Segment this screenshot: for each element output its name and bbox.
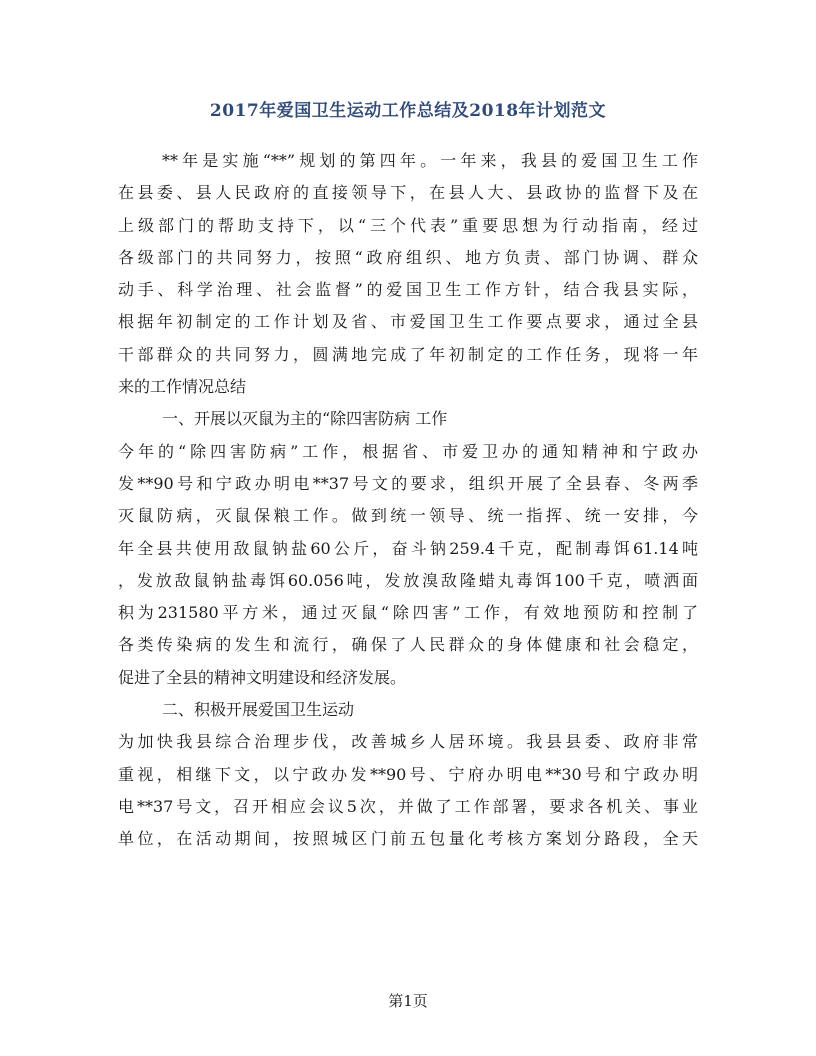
body-line: 发**90号和宁政办明电**37号文的要求，组织开展了全县春、冬两季 [118,473,698,493]
body-line: 促进了全县的精神文明建设和经济发展。 [118,667,407,687]
document-title: 2017年爱国卫生运动工作总结及2018年计划范文 [209,101,607,121]
body-line: 积为231580平方米，通过灭鼠“除四害”工作，有效地预防和控制了 [118,603,698,623]
page-number: 第1页 [388,992,428,1010]
body-line: 根据年初制定的工作计划及省、市爱国卫生工作要点要求，通过全县 [118,312,698,332]
body-line: 各类传染病的发生和流行，确保了人民群众的身体健康和社会稳定， [118,635,698,655]
body-line: 来的工作情况总结 [118,377,247,397]
body-line: 年全县共使用敌鼠钠盐60公斤，奋斗钠259.4千克，配制毒饵61.14吨 [118,538,698,558]
body-line: 单位，在活动期间，按照城区门前五包量化考核方案划分路段，全天 [118,829,698,849]
document-body [118,145,698,856]
section-heading: 二、积极开展爱国卫生运动 [162,700,355,720]
body-line: 各级部门的共同努力，按照“政府组织、地方负责、部门协调、群众 [118,247,698,267]
body-line: 灭鼠防病，灭鼠保粮工作。做到统一领导、统一指挥、统一安排，今 [118,506,698,526]
body-line: ，发放敌鼠钠盐毒饵60.056吨，发放溴敌隆蜡丸毒饵100千克，喷洒面 [118,570,698,590]
section-heading: 一、开展以灭鼠为主的“除四害防病 工作 [162,409,448,429]
body-line: **年是实施“**”规划的第四年。一年来，我县的爱国卫生工作 [162,151,698,170]
body-line: 重视，相继下文，以宁政办发**90号、宁府办明电**30号和宁政办明 [118,764,698,784]
body-line: 动手、科学治理、社会监督”的爱国卫生工作方针，结合我县实际， [118,280,698,300]
body-line: 电**37号文，召开相应会议5次，并做了工作部署，要求各机关、事业 [118,796,698,816]
body-line: 上级部门的帮助支持下，以“三个代表”重要思想为行动指南，经过 [118,215,698,235]
body-line: 干部群众的共同努力，圆满地完成了年初制定的工作任务，现将一年 [118,344,698,364]
body-line: 在县委、县人民政府的直接领导下，在县人大、县政协的监督下及在 [118,183,698,203]
body-line: 为加快我县综合治理步伐，改善城乡人居环境。我县县委、政府非常 [118,732,698,752]
body-line: 今年的“除四害防病”工作，根据省、市爱卫办的通知精神和宁政办 [118,441,698,461]
